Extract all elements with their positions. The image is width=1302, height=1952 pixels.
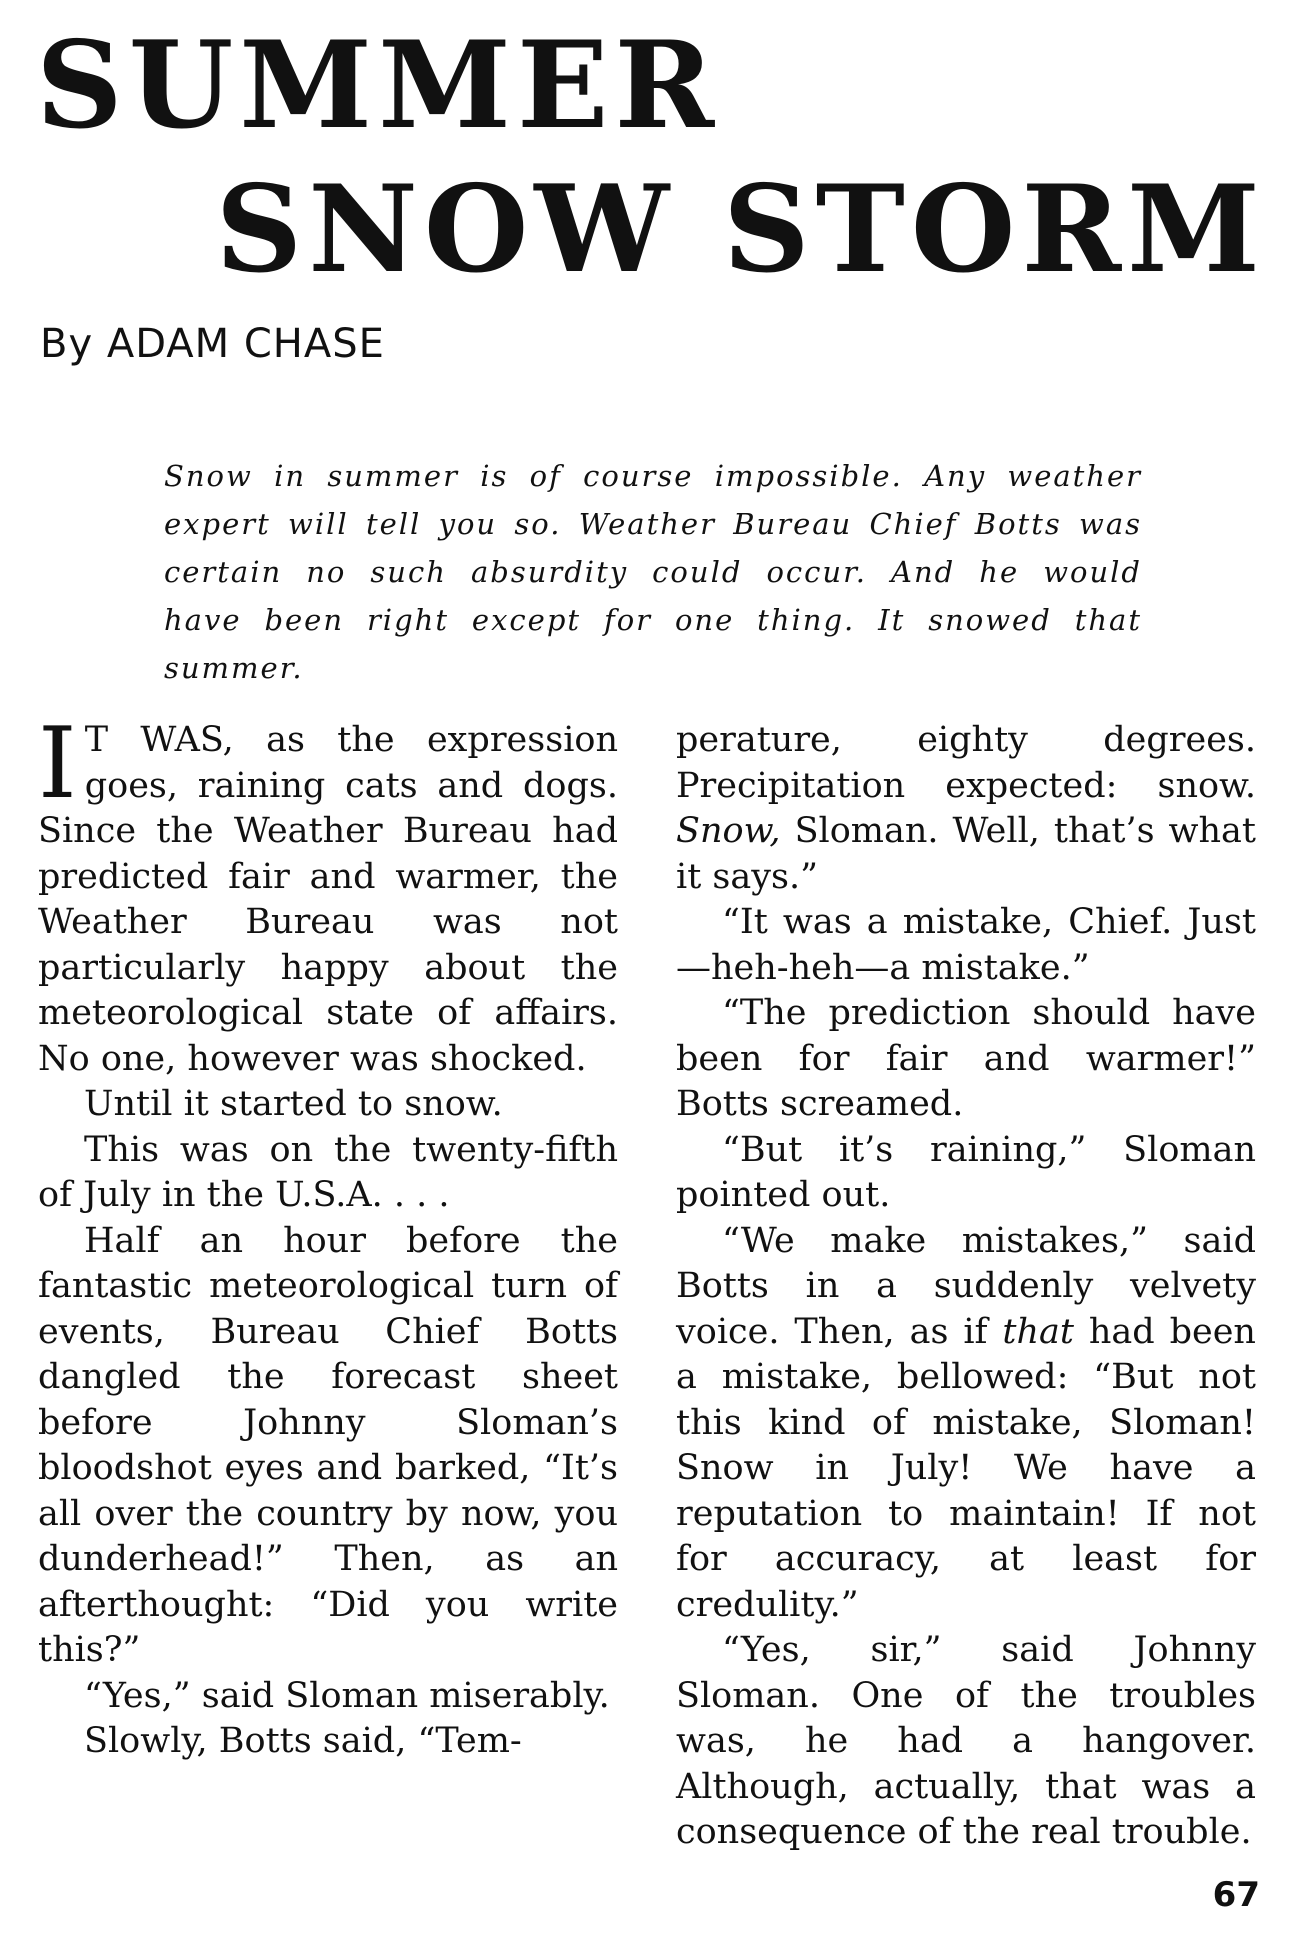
story-blurb: Snow in summer is of course impossible. Any weather expert will tell you so. Weather Bureau Chief Botts was certain no such absurdity could occur. And he would have been right except for one thing. It snowed that summer. bbox=[164, 459, 1142, 685]
drop-cap: I bbox=[38, 707, 77, 821]
paragraph: Half an hour before the fantastic meteorological turn of events, Bureau Chief Botts dangled the forecast sheet before Johnny Sloman’s bloodshot eyes and barked, “It’s all over the country by now, you dunderhead!” Then, as an afterthought: “Did you write this?” bbox=[38, 1220, 618, 1670]
paragraph bbox=[676, 718, 1256, 900]
text-column-right bbox=[676, 718, 1256, 1856]
paragraph-text: perature, eighty degrees. Precipitation expected: snow. bbox=[676, 720, 1256, 806]
paragraph-text: Sloman. Well, that’s what it says.” bbox=[676, 811, 1256, 897]
emphasis-text: Snow, bbox=[676, 811, 781, 851]
paragraph-text: “We make mistakes,” said Botts in a suddenly velvety voice. Then, as if bbox=[676, 1220, 1256, 1352]
paragraph: “The prediction should have been for fair and warmer!” Botts screamed. bbox=[676, 993, 1256, 1124]
byline: By ADAM CHASE bbox=[40, 321, 385, 367]
paragraph: “Yes,” said Sloman miserably. bbox=[84, 1675, 610, 1716]
text-column-left bbox=[38, 707, 618, 1765]
title-line-2: SNOW STORM bbox=[215, 159, 1266, 300]
paragraph-text: T WAS, as the expression goes, raining cats and dogs. Since the Weather Bureau had predicted fair and warmer, the Weather Bureau was not particularly happy about the meteorological state of affairs. No one, however was shocked. bbox=[38, 720, 618, 1079]
paragraph: “But it’s raining,” Sloman pointed out. bbox=[676, 1129, 1256, 1215]
paragraph bbox=[676, 1219, 1256, 1629]
emphasis-text: that bbox=[1002, 1311, 1074, 1352]
paragraph: Slowly, Botts said, “Tem- bbox=[84, 1721, 522, 1761]
page-number: 67 bbox=[1212, 1875, 1260, 1915]
paragraph: “It was a mistake, Chief. Just—heh-heh—a mistake.” bbox=[676, 902, 1256, 988]
paragraph-text: had been a mistake, bellowed: “But not this kind of mistake, Sloman! Snow in July! We have a reputation to maintain! If not for accuracy, at least for credulity.” bbox=[676, 1311, 1256, 1625]
paragraph bbox=[38, 707, 618, 1082]
paragraph: “Yes, sir,” said Johnny Sloman. One of the troubles was, he had a hangover. Although, actually, that was a consequence of the real trouble. bbox=[676, 1630, 1256, 1852]
title-line-1: SUMMER bbox=[36, 15, 721, 156]
paragraph: Until it started to snow. bbox=[84, 1084, 503, 1124]
paragraph: This was on the twenty-fifth of July in the U.S.A. . . . bbox=[38, 1129, 618, 1215]
